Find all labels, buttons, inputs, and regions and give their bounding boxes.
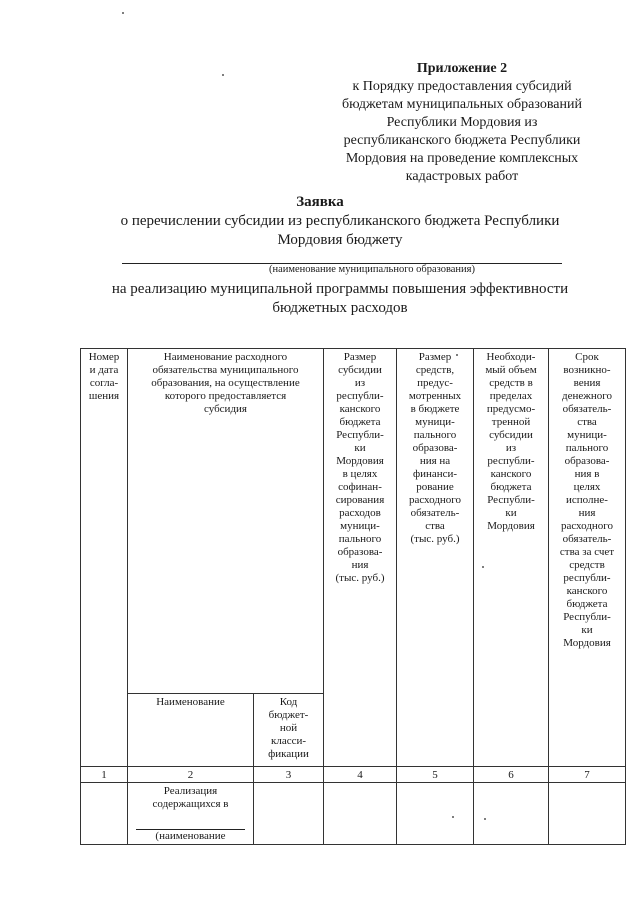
column-number: 5 [397,767,474,783]
appendix-line: кадастровых работ [405,169,519,184]
subsidy-table [80,348,626,845]
table-number-row [81,767,626,783]
program-text [90,280,590,318]
header-budget-funds: Размер средств, предус- мотренных в бюджете муници- пального образова- ния на финанси- рование расходного обязатель- ства (тыс. руб.) [397,349,474,767]
scan-speck [484,818,486,820]
header-required-volume: Необходи- мый объем средств в пределах предусмо- тренной субсидии из республи- канского бюджета Республи- ки Мордовия [474,349,549,767]
row-text: Реализация содержащихся в [152,785,229,810]
request-title: Заявка [296,194,344,210]
column-number: 4 [324,767,397,783]
table-cell [81,783,128,845]
row-caption: (наименование [155,830,226,842]
appendix-title: Приложение 2 [416,61,508,76]
program-line-1: на реализацию муниципальной программы повышения эффективности [111,281,569,297]
column-number: 6 [474,767,549,783]
scan-speck [452,816,454,818]
scan-speck [222,74,224,76]
table-row [81,783,626,845]
header-agreement: Номер и дата согла- шения [81,349,128,767]
header-budget-code: Код бюджет- ной класси- фикации [254,694,324,767]
table-cell [549,783,626,845]
column-number: 2 [128,767,254,783]
request-line-2: Мордовия бюджету [277,232,403,248]
municipality-caption: (наименование муниципального образования) [268,264,476,275]
table-cell [324,783,397,845]
appendix-line: Мордовия на проведение комплексных [345,151,579,166]
request-subtitle [100,212,580,250]
appendix-line: к Порядку предоставления субсидий [352,79,572,94]
column-number: 1 [81,767,128,783]
column-number: 3 [254,767,324,783]
table-cell [128,783,254,845]
scan-speck [456,354,458,356]
request-line-1: о перечислении субсидии из республиканского бюджета Республики [120,213,560,229]
header-obligation: Наименование расходного обязательства муниципального образования, на осуществление которого предоставляется субсидия [128,349,324,694]
header-subsidy-size: Размер субсидии из республи- канского бюджета Республи- ки Мордовия в целях софинан- сирования расходов муници- пального образова- ния (тыс. руб.) [324,349,397,767]
column-number: 7 [549,767,626,783]
table-header-row [81,349,626,694]
appendix-line: Республики Мордовия из [386,115,538,130]
table-cell [474,783,549,845]
header-obligation-term: Срок возникно- вения денежного обязатель- ства муници- пального образова- ния в целях исполне- ния расходного обязатель- ства за счет средств республи- канского бюджета Республи- ки Мордовия [549,349,626,767]
scan-speck [122,12,124,14]
appendix-line: республиканского бюджета Республики [343,133,581,148]
appendix-line: бюджетам муниципальных образований [342,97,582,112]
appendix-block [312,60,612,186]
header-name: Наименование [128,694,254,767]
table-cell [397,783,474,845]
scan-speck [482,566,484,568]
table-cell [254,783,324,845]
program-line-2: бюджетных расходов [272,300,408,316]
